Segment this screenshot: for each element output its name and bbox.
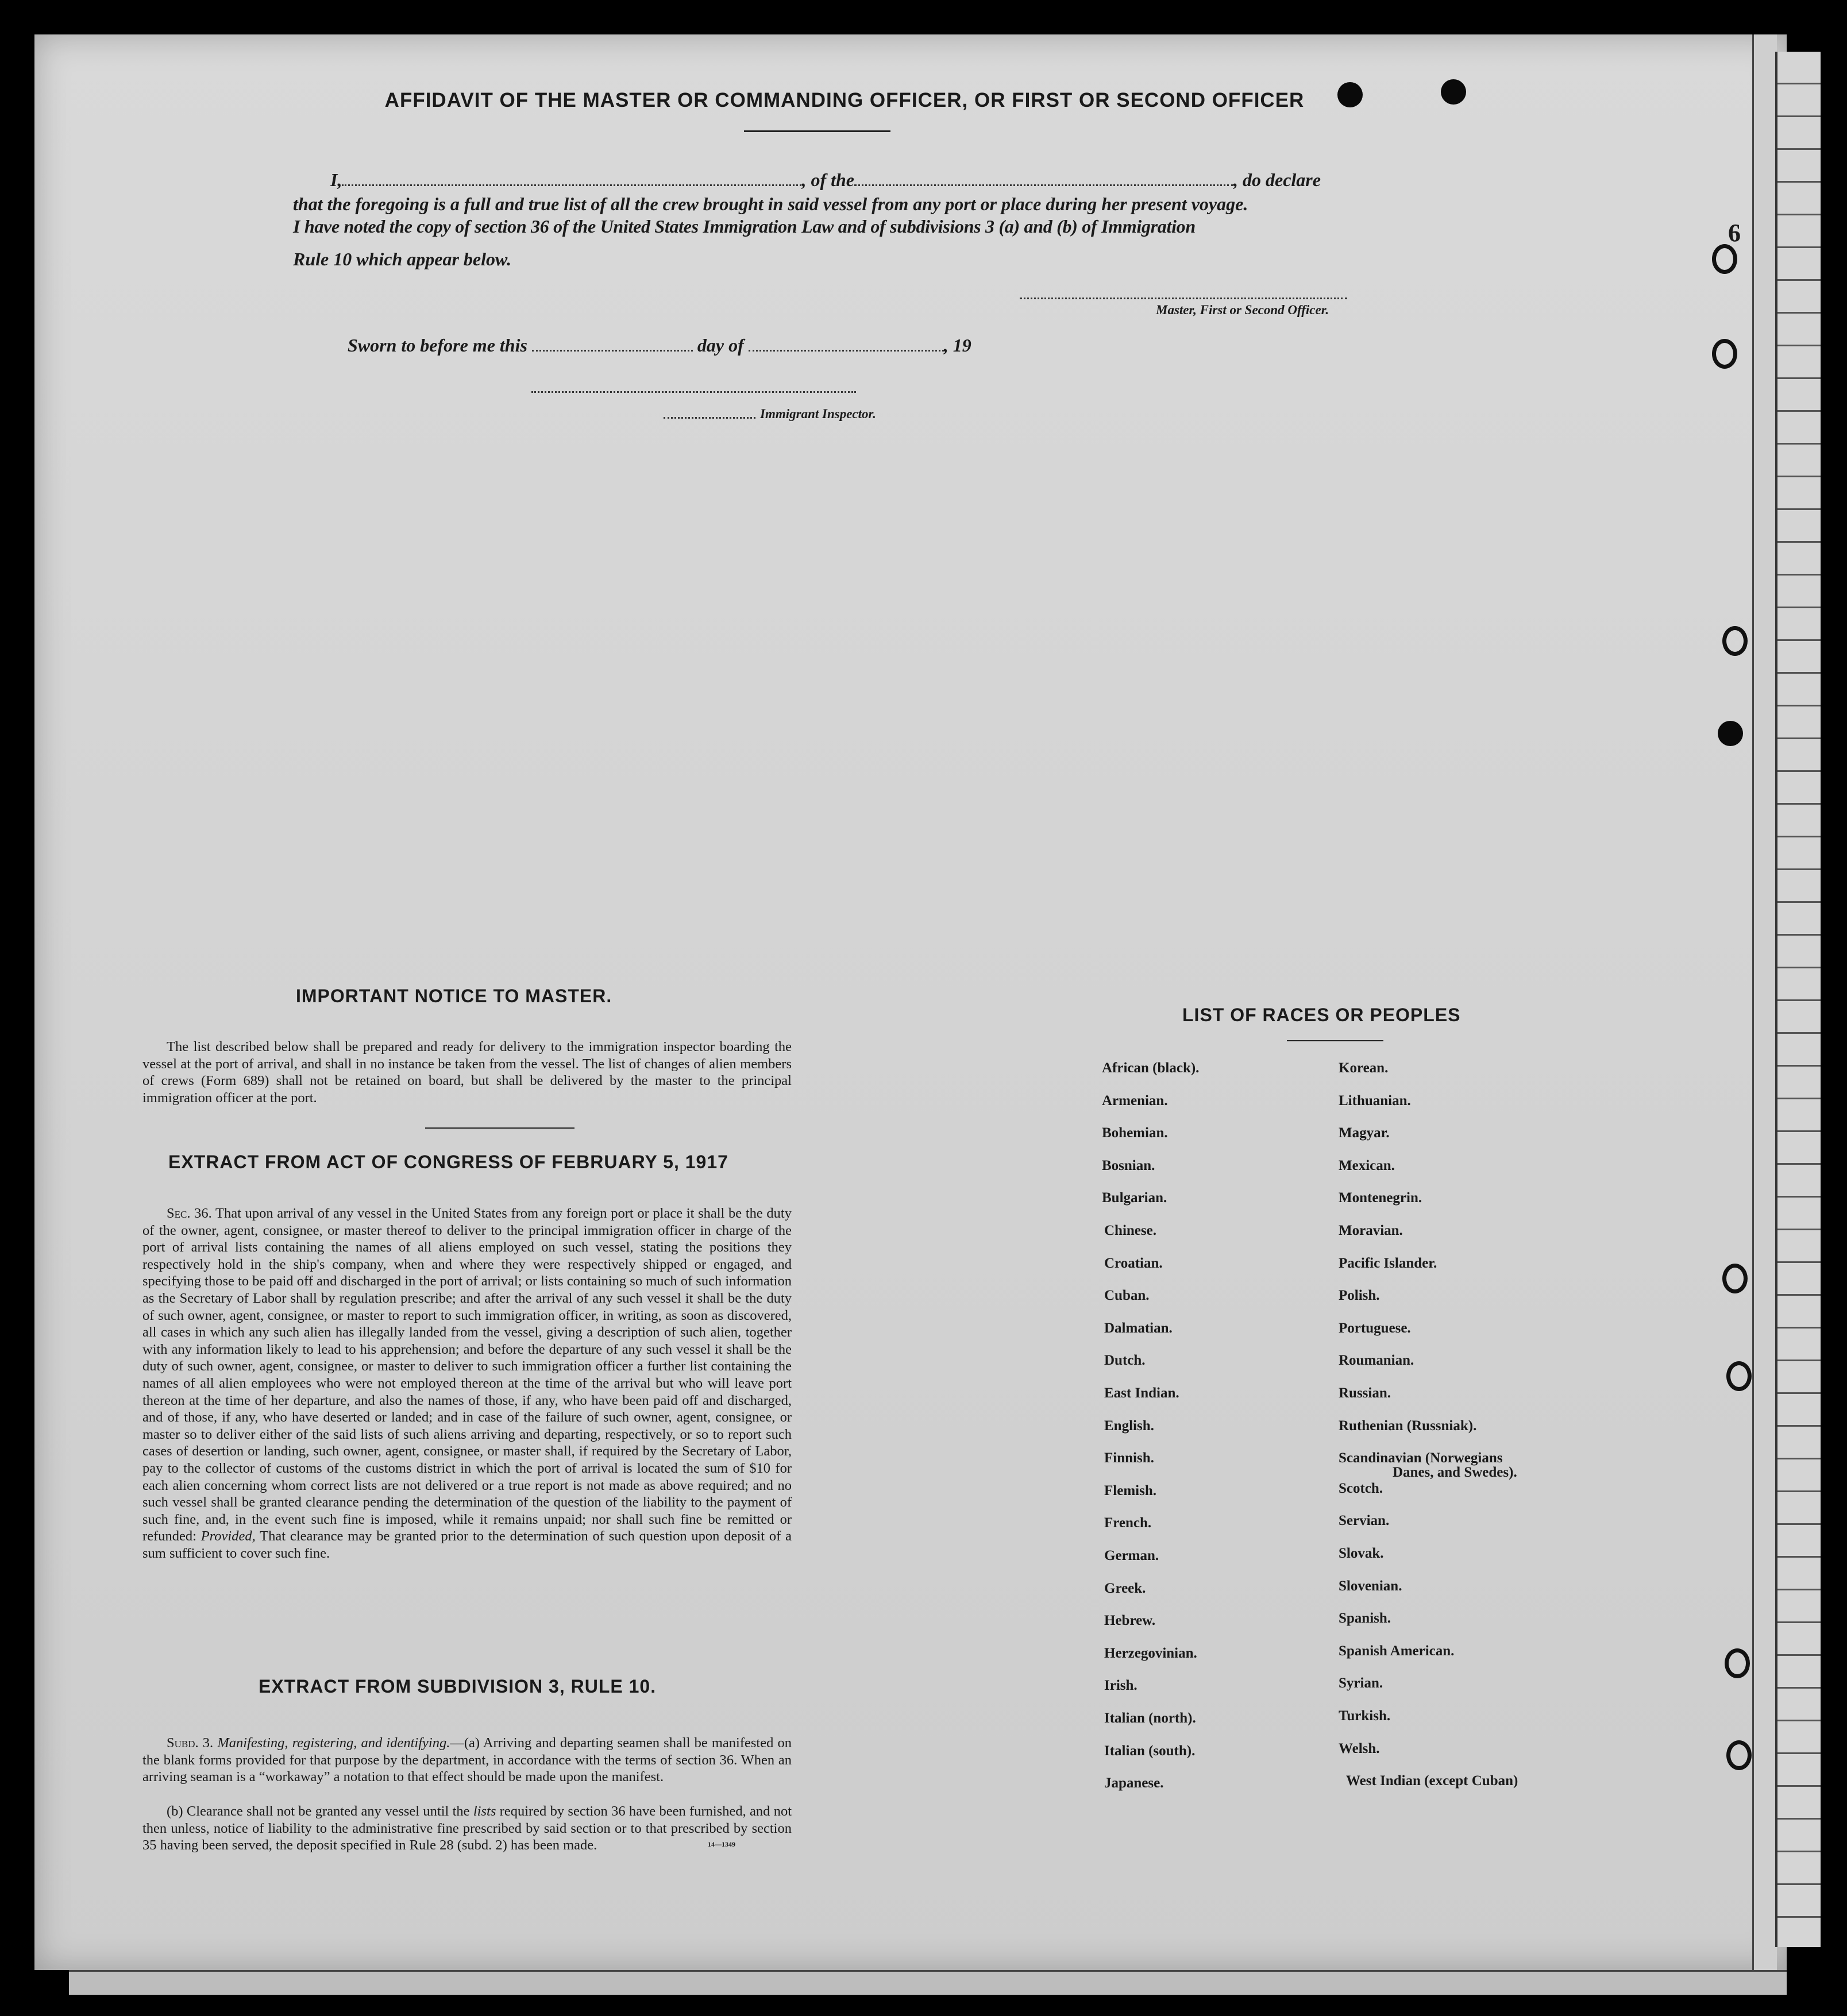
race-item: Scotch.: [1339, 1480, 1383, 1496]
race-item: Japanese.: [1104, 1775, 1164, 1791]
act-section-36-text: Sec. 36. That upon arrival of any vessel in the United States from any foreign port or place it shall be the duty of the owner, agent, consignee, or master thereof to deliver to the principal immigration officer in charge of the port of arrival lists containing the names of all aliens employed on such vessel, stating the positions they respectively hold in the ship's company, when and where they were respectively shipped or engaged, and specifying those to be paid off and discharged in the port of arrival; or lists containing so much of such information as the Secretary of Labor shall by regulation prescribe; and after the arrival of any such vessel it shall be the duty of such owner, agent, consignee, or master to report to such immigration officer, in writing, as soon as discovered, all cases in which any such alien has illegally landed from the vessel, giving a description of such alien, together with any information likely to lead to his apprehension; and before the departure of any such vessel it shall be the duty of such owner, agent, consignee, or master to deliver to such immigration officer a further list containing the names of all alien employees who were not employed thereon at the time of the arrival but who will leave port thereon at the time of her departure, and also the names of those, if any, who have been paid off and discharged, and of those, if any, who have deserted or landed; and in case of the failure of such owner, agent, consignee, or master so to deliver either of the said lists of such aliens arriving and departing, respectively, or so to report such cases of desertion or landing, such owner, agent, consignee, or master shall, if required by the Secretary of Labor, pay to the collector of customs of the customs district in which the port of arrival is located the sum of $10 for each alien concerning whom correct lists are not delivered or a true report is not made as above required; and no such vessel shall be granted clearance pending the determination of the question of the liability to the payment of such fine, and, in the event such fine is imposed, while it remains unpaid; nor shall such fine be remitted or refunded: Provided, That clearance may be granted prior to the determination of such question upon deposit of a sum sufficient to cover such fine.: [142, 1206, 792, 1561]
page-edge: [1752, 34, 1777, 1976]
race-item: Croatian.: [1104, 1255, 1163, 1271]
race-item: English.: [1104, 1418, 1154, 1434]
ring-hole-icon: [1722, 626, 1748, 656]
race-item: Portuguese.: [1339, 1320, 1411, 1336]
page-number: 6: [1728, 219, 1741, 247]
notice-heading: IMPORTANT NOTICE TO MASTER.: [296, 986, 612, 1006]
notice-text: The list described below shall be prepared and ready for delivery to the immigration inspector boarding the vessel at the port of arrival, and shall in no instance be taken from the vessel. The list of changes of alien members of crews (Form 689) shall not be retained on board, but shall be delivered by the master to the principal immigration officer at the port.: [142, 1039, 792, 1106]
race-item: Lithuanian.: [1339, 1092, 1411, 1109]
section-divider: [425, 1127, 574, 1129]
race-item: Slovenian.: [1339, 1578, 1402, 1594]
race-item: Slovak.: [1339, 1546, 1384, 1561]
race-item: African (black).: [1102, 1060, 1200, 1076]
affidavit-title: AFFIDAVIT OF THE MASTER OR COMMANDING OFFICER, OR FIRST OR SECOND OFFICER: [384, 89, 1305, 111]
race-item: Pacific Islander.: [1339, 1255, 1437, 1271]
title-rule: [744, 130, 890, 132]
race-item: Roumanian.: [1339, 1353, 1414, 1369]
race-item-continuation: Danes, and Swedes).: [1393, 1465, 1517, 1481]
ring-hole-icon: [1712, 244, 1737, 274]
race-item: Russian.: [1339, 1385, 1391, 1401]
race-item: Turkish.: [1339, 1708, 1391, 1724]
race-item: Herzegovinian.: [1104, 1645, 1197, 1661]
race-item: Flemish.: [1104, 1482, 1156, 1499]
race-item: German.: [1104, 1548, 1159, 1563]
race-item: Montenegrin.: [1339, 1190, 1422, 1206]
ring-hole-icon: [1712, 339, 1737, 369]
race-item: Korean.: [1339, 1060, 1389, 1076]
races-heading-rule: [1287, 1040, 1383, 1041]
race-item: Spanish.: [1339, 1611, 1391, 1627]
race-item: Finnish.: [1104, 1450, 1154, 1466]
race-item: French.: [1104, 1515, 1152, 1531]
race-item: Spanish American.: [1339, 1643, 1455, 1659]
rule-subdivision-b: (b) Clearance shall not be granted any vessel until the lists required by section 36 have been furnished, and not then unless, notice of liability to the administrative fine prescribed by said section or to that prescribed by section 35 having been served, the deposit specified in Rule 28 (subd. 2) has been made.: [142, 1803, 792, 1853]
race-item: Mexican.: [1339, 1157, 1395, 1173]
inspector-signature-line: [531, 391, 856, 393]
form-number: 14—1349: [708, 1840, 735, 1848]
race-item: Greek.: [1104, 1580, 1146, 1596]
declaration-line-1: I, , of the , do declare: [330, 169, 1321, 190]
punch-hole-icon: [1441, 79, 1466, 105]
race-item: West Indian (except Cuban): [1346, 1773, 1518, 1789]
ring-hole-icon: [1726, 1740, 1752, 1770]
ring-hole-icon: [1726, 1361, 1752, 1391]
race-item: Bosnian.: [1102, 1157, 1155, 1173]
declaration-line-4: Rule 10 which appear below.: [293, 249, 512, 269]
inspector-signature-line-2: [664, 417, 755, 419]
page-bottom-edge: [69, 1970, 1787, 1995]
rule-subdivision-a: Subd. 3. Manifesting, registering, and identifying.—(a) Arriving and departing seamen shall be manifested on the blank forms provided for that purpose by the department, in accordance with the terms of section 36. When an arriving seaman is a “workaway” a notation to that effect should be made upon the manifest.: [142, 1735, 792, 1785]
race-item: Hebrew.: [1104, 1613, 1156, 1629]
race-item: Dutch.: [1104, 1353, 1146, 1369]
ring-hole-icon: [1725, 1648, 1750, 1678]
race-item: Italian (north).: [1104, 1710, 1196, 1726]
race-item: Armenian.: [1102, 1092, 1168, 1109]
race-item: Cuban.: [1104, 1288, 1150, 1304]
declaration-line-3: I have noted the copy of section 36 of the United States Immigration Law and of subdivisions 3 (a) and (b) of Immigration: [293, 216, 1196, 237]
ring-hole-icon: [1722, 1264, 1748, 1293]
master-signature-line: [1020, 298, 1347, 299]
race-item: Welsh.: [1339, 1740, 1380, 1756]
declaration-line-2: that the foregoing is a full and true list of all the crew brought in said vessel from any port or place during her present voyage.: [293, 194, 1248, 214]
races-heading: LIST OF RACES OR PEOPLES: [1182, 1005, 1461, 1025]
sworn-line: Sworn to before me this day of , 19: [348, 335, 971, 356]
race-item: East Indian.: [1104, 1385, 1179, 1401]
race-item: Scandinavian (Norwegians: [1339, 1450, 1503, 1466]
race-item: Syrian.: [1339, 1675, 1383, 1691]
master-signature-label: Master, First or Second Officer.: [1156, 303, 1329, 317]
race-item: Polish.: [1339, 1288, 1380, 1304]
race-item: Bohemian.: [1102, 1125, 1168, 1141]
act-heading: EXTRACT FROM ACT OF CONGRESS OF FEBRUARY 5, 1917: [168, 1152, 728, 1172]
punch-hole-icon: [1718, 721, 1743, 746]
race-item: Moravian.: [1339, 1223, 1403, 1238]
race-item: Magyar.: [1339, 1125, 1390, 1141]
race-item: Bulgarian.: [1102, 1190, 1167, 1206]
race-item: Dalmatian.: [1104, 1320, 1173, 1336]
ruled-page-edge: [1775, 52, 1821, 1947]
race-item: Servian.: [1339, 1513, 1390, 1529]
race-item: Italian (south).: [1104, 1743, 1196, 1759]
rule-heading: EXTRACT FROM SUBDIVISION 3, RULE 10.: [259, 1676, 657, 1697]
race-item: Chinese.: [1104, 1223, 1156, 1238]
race-item: Irish.: [1104, 1678, 1137, 1694]
race-item: Ruthenian (Russniak).: [1339, 1418, 1477, 1434]
inspector-signature-label: Immigrant Inspector.: [760, 407, 876, 421]
